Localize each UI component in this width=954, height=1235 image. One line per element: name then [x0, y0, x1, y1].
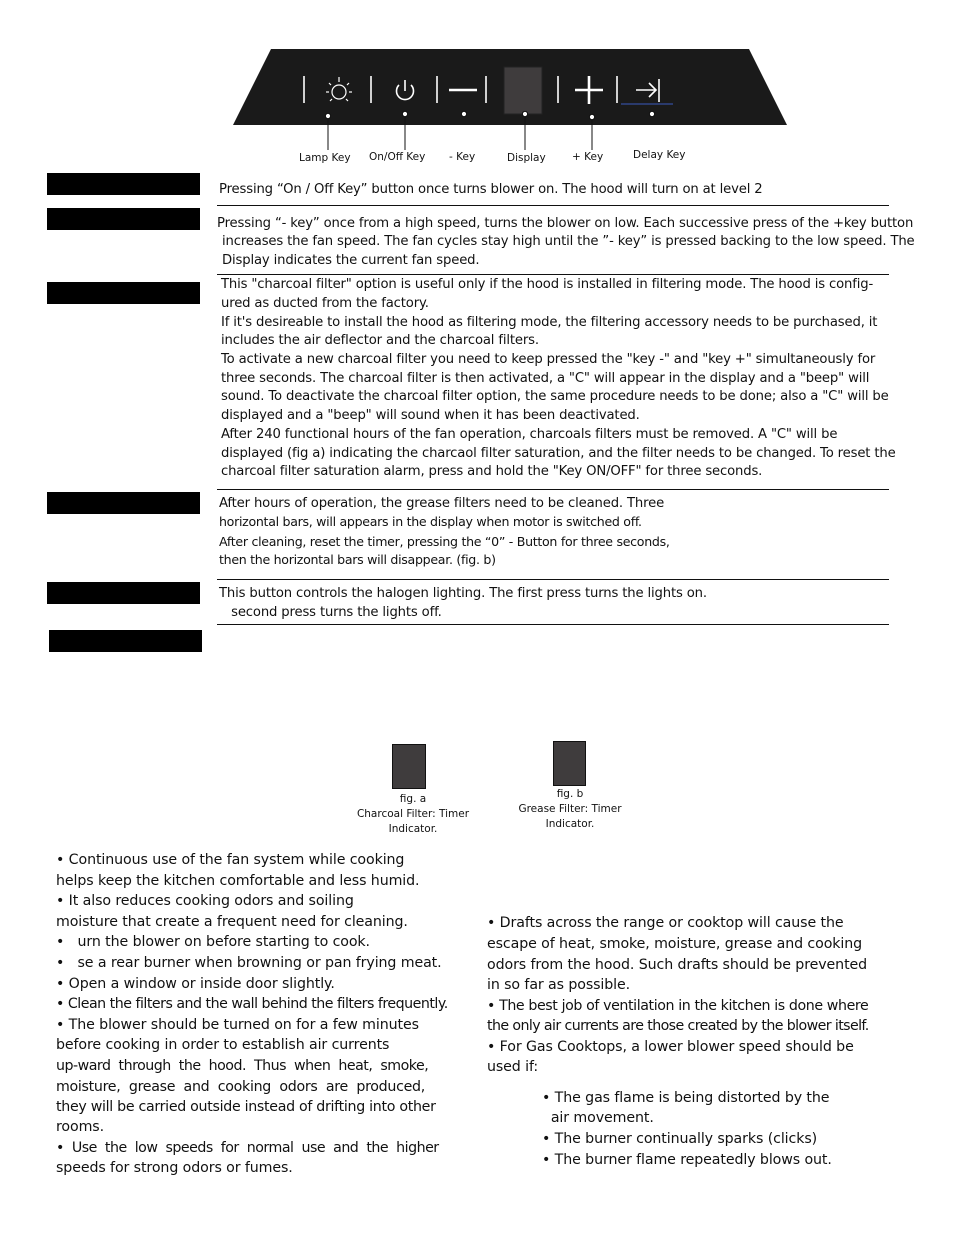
- rule: [217, 205, 889, 206]
- tip-subline: • The burner continually sparks (clicks): [542, 1131, 818, 1147]
- rule: [217, 489, 889, 490]
- caption-line: Indicator.: [388, 823, 438, 835]
- text-line: After 240 functional hours of the fan operation, charcoals filters must be removed. A "C" will be: [221, 427, 838, 442]
- tip-line: • It also reduces cooking odors and soiling: [56, 893, 354, 909]
- text-line: horizontal bars, will appears in the display when motor is switched off.: [219, 514, 642, 529]
- grease-indicator-figure: [553, 741, 586, 786]
- tip-line: moisture, grease and cooking odors are produced,: [56, 1079, 425, 1095]
- text-line: Pressing “On / Off Key” button once turns blower on. The hood will turn on at level 2: [219, 182, 763, 197]
- lamp-key-label: Lamp Key: [299, 152, 351, 164]
- section-heading-charcoal: [47, 282, 200, 304]
- rule: [217, 624, 889, 625]
- tip-line: escape of heat, smoke, moisture, grease and cooking: [487, 936, 863, 952]
- tip-line: in so far as possible.: [487, 977, 631, 993]
- text-line: ured as ducted from the factory.: [221, 296, 429, 311]
- tip-line: helps keep the kitchen comfortable and less humid.: [56, 873, 420, 889]
- section-heading-delay: [49, 630, 202, 652]
- text-line: To activate a new charcoal filter you need to keep pressed the "key -" and "key +" simultaneously for: [221, 352, 876, 367]
- text-line: displayed and a "beep" will sound when it has been deactivated.: [221, 408, 640, 423]
- tip-subline: air movement.: [542, 1110, 654, 1126]
- tip-line: • Clean the filters and the wall behind the filters frequently.: [56, 996, 448, 1012]
- tip-line: • Open a window or inside door slightly.: [56, 976, 335, 992]
- tip-line: before cooking in order to establish air currents: [56, 1037, 390, 1053]
- text-line: This button controls the halogen lighting. The first press turns the lights on.: [219, 586, 707, 601]
- tip-line: used if:: [487, 1059, 539, 1075]
- text-line: increases the fan speed. The fan cycles stay high until the ”- key” is pressed backing to the low speed. The: [222, 234, 915, 249]
- tip-line: • For Gas Cooktops, a lower blower speed should be: [487, 1039, 854, 1055]
- tip-line: • urn the blower on before starting to cook.: [56, 934, 370, 950]
- tip-line: up-ward through the hood. Thus when heat, smoke,: [56, 1058, 429, 1074]
- caption-line: fig. b: [556, 788, 584, 800]
- section-heading-grease: [47, 492, 200, 514]
- display-label: Display: [507, 152, 546, 164]
- text-line: Pressing “- key” once from a high speed, turns the blower on low. Each successive press of the +key button: [217, 216, 914, 231]
- rule: [217, 579, 889, 580]
- tip-line: • The best job of ventilation in the kitchen is done where: [487, 998, 869, 1014]
- text-line: charcoal filter saturation alarm, press and hold the "Key ON/OFF" for three seconds.: [221, 464, 763, 479]
- tip-line: • se a rear burner when browning or pan frying meat.: [56, 955, 442, 971]
- tip-subline: • The burner flame repeatedly blows out.: [542, 1152, 832, 1168]
- plus-key-label: + Key: [572, 151, 604, 163]
- rule: [217, 274, 889, 275]
- text-line: After cleaning, reset the timer, pressing the “0” - Button for three seconds,: [219, 534, 670, 549]
- tip-line: rooms.: [56, 1119, 105, 1135]
- tip-subline: • The gas flame is being distorted by the: [542, 1090, 830, 1106]
- text-line: This "charcoal filter" option is useful only if the hood is installed in filtering mode. The hood is config-: [221, 277, 874, 292]
- text-line: After hours of operation, the grease filters need to be cleaned. Three: [219, 496, 665, 511]
- tip-line: odors from the hood. Such drafts should be prevented: [487, 957, 868, 973]
- caption-line: Charcoal Filter: Timer: [356, 808, 470, 820]
- section-heading-on-off: [47, 173, 200, 195]
- fig-a-caption: [343, 792, 483, 837]
- minus-key-label: - Key: [449, 151, 476, 163]
- text-line: If it's desireable to install the hood as filtering mode, the filtering accessory needs to be purchased, it: [221, 315, 878, 330]
- fig-b-caption: [500, 787, 640, 832]
- charcoal-indicator-figure: [392, 744, 426, 789]
- text-line: includes the air deflector and the charcoal filters.: [221, 333, 539, 348]
- caption-line: fig. a: [399, 793, 427, 805]
- tip-line: the only air currents are those created by the blower itself.: [487, 1018, 869, 1034]
- control-panel: [0, 0, 954, 160]
- tip-line: moisture that create a frequent need for cleaning.: [56, 914, 408, 930]
- text-line: displayed (fig a) indicating the charcaol filter saturation, and the filter needs to be changed. To reset the: [221, 446, 896, 461]
- on-off-key-label: On/Off Key: [369, 151, 426, 163]
- tip-line: • The blower should be turned on for a few minutes: [56, 1017, 419, 1033]
- text-line: three seconds. The charcoal filter is then activated, a "C" will appear in the display and a "beep" will: [221, 371, 870, 386]
- tip-line: • Continuous use of the fan system while cooking: [56, 852, 405, 868]
- caption-line: Grease Filter: Timer: [518, 803, 622, 815]
- tip-line: • Use the low speeds for normal use and the higher: [56, 1140, 439, 1156]
- text-line: second press turns the lights off.: [219, 605, 442, 620]
- caption-line: Indicator.: [545, 818, 595, 830]
- section-heading-lamp: [47, 582, 200, 604]
- display-window: [504, 67, 542, 114]
- tip-line: they will be carried outside instead of drifting into other: [56, 1099, 436, 1115]
- text-line: Display indicates the current fan speed.: [222, 253, 480, 268]
- section-heading-speed: [47, 208, 200, 230]
- tip-line: • Drafts across the range or cooktop will cause the: [487, 915, 844, 931]
- text-line: then the horizontal bars will disappear. (fig. b): [219, 552, 496, 567]
- text-line: sound. To deactivate the charcoal filter option, the same procedure needs to be done; also a "C" will be: [221, 389, 889, 404]
- delay-key-label: Delay Key: [633, 149, 686, 161]
- tip-line: speeds for strong odors or fumes.: [56, 1160, 293, 1176]
